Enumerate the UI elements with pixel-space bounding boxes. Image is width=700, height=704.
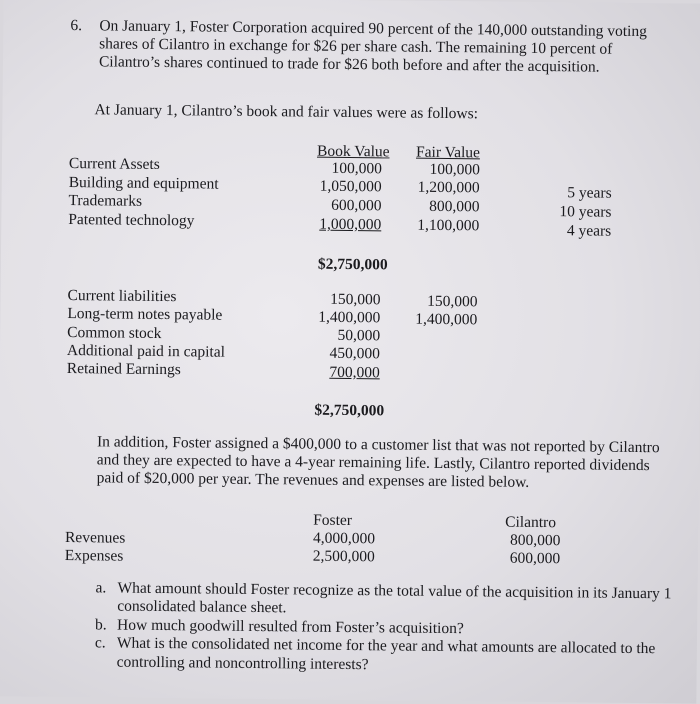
col-header-book-value: Book Value bbox=[316, 142, 390, 161]
asset-fair-value: 800,000 bbox=[429, 197, 480, 216]
question-letter: c. bbox=[94, 634, 106, 652]
asset-book-value: 100,000 bbox=[331, 159, 382, 178]
question-number: 6. bbox=[70, 17, 83, 35]
asset-label: Building and equipment bbox=[68, 174, 219, 193]
asset-book-value: 1,000,000 bbox=[319, 215, 382, 234]
asset-fair-value: 1,200,000 bbox=[417, 178, 480, 197]
liability-book-value: 700,000 bbox=[329, 363, 380, 382]
asset-fair-value: 100,000 bbox=[429, 160, 480, 179]
liability-label: Common stock bbox=[67, 324, 162, 343]
question-letter: a. bbox=[95, 579, 107, 597]
liability-label: Retained Earnings bbox=[66, 360, 181, 379]
asset-label: Patented technology bbox=[68, 211, 195, 230]
addition-line-2: and they are expected to have a 4-year remaining life. Lastly, Cilantro reported dividends bbox=[96, 451, 650, 475]
asset-useful-life: 5 years bbox=[567, 184, 612, 202]
income-foster-value: 2,500,000 bbox=[312, 547, 375, 566]
liability-book-value: 150,000 bbox=[330, 290, 381, 309]
question-text-line: consolidated balance sheet. bbox=[117, 597, 287, 617]
liability-label: Long-term notes payable bbox=[67, 305, 223, 324]
asset-book-value: 600,000 bbox=[331, 196, 382, 215]
intro-line-3: Cilantro’s shares continued to trade for $26 both before and after the acquisition. bbox=[98, 53, 600, 76]
income-cilantro-value: 800,000 bbox=[509, 531, 561, 550]
values-heading: At January 1, Cilantro’s book and fair values were as follows: bbox=[94, 101, 479, 123]
question-text-line: controlling and noncontrolling interests? bbox=[116, 653, 369, 674]
income-foster-value: 4,000,000 bbox=[312, 529, 376, 548]
liability-book-value: 1,400,000 bbox=[318, 308, 381, 327]
income-cilantro-value: 600,000 bbox=[509, 549, 561, 568]
addition-line-1: In addition, Foster assigned a $400,000 to a customer list that was not reported by Cilantro bbox=[96, 433, 660, 457]
liability-book-value: 450,000 bbox=[329, 344, 381, 363]
liability-label: Current liabilities bbox=[67, 287, 177, 306]
question-text-line: How much goodwill resulted from Foster’s acquisition? bbox=[117, 616, 464, 638]
asset-useful-life: 4 years bbox=[566, 222, 612, 240]
liability-book-value: 50,000 bbox=[337, 326, 381, 345]
income-header-cilantro: Cilantro bbox=[505, 513, 557, 532]
col-header-fair-value: Fair Value bbox=[415, 143, 481, 162]
income-label: Revenues bbox=[64, 529, 126, 547]
asset-total: $2,750,000 bbox=[317, 255, 388, 274]
asset-label: Current Assets bbox=[68, 155, 160, 173]
income-header-foster: Foster bbox=[313, 511, 353, 530]
asset-fair-value: 1,100,000 bbox=[417, 216, 480, 235]
intro-line-2: shares of Cilantro in exchange for $26 per share cash. The remaining 10 percent of bbox=[99, 35, 613, 58]
addition-line-3: paid of $20,000 per year. The revenues and expenses are listed below. bbox=[96, 469, 530, 491]
liability-fair-value: 1,400,000 bbox=[415, 310, 478, 329]
liability-label: Additional paid in capital bbox=[66, 342, 226, 361]
asset-useful-life: 10 years bbox=[559, 203, 612, 221]
question-text-line: What amount should Foster recognize as the total value of the acquisition in its January 1 bbox=[117, 579, 672, 603]
question-letter: b. bbox=[95, 616, 107, 634]
asset-label: Trademarks bbox=[68, 192, 143, 210]
asset-book-value: 1,050,000 bbox=[319, 177, 382, 196]
question-text-line: What is the consolidated net income for the year and what amounts are allocated to the bbox=[116, 634, 656, 658]
liability-total: $2,750,000 bbox=[314, 401, 385, 420]
liability-fair-value: 150,000 bbox=[427, 292, 478, 311]
intro-line-1: On January 1, Foster Corporation acquired 90 percent of the 140,000 outstanding voting bbox=[99, 17, 648, 41]
income-label: Expenses bbox=[64, 547, 124, 565]
